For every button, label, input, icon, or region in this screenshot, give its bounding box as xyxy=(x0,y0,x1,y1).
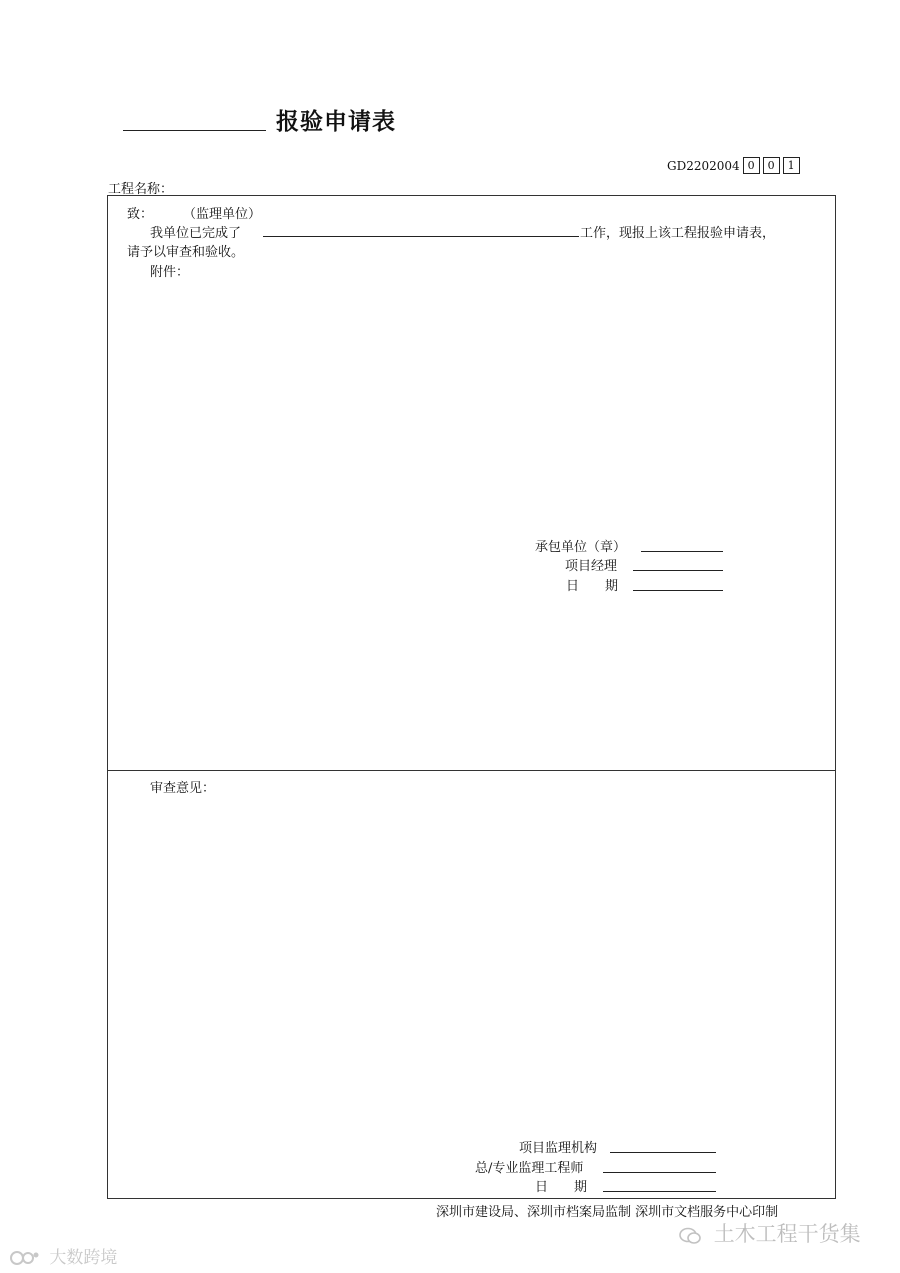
body-line1-end: 工作，现报上该工程报验申请表， xyxy=(580,226,776,241)
work-blank-line xyxy=(263,222,579,237)
date-blank-line-2 xyxy=(603,1176,716,1192)
contractor-label: 承包单位（章） xyxy=(535,540,627,555)
contractor-blank-line xyxy=(641,536,723,552)
org-blank-line xyxy=(610,1137,716,1153)
form-code-box-1: 0 xyxy=(743,157,760,174)
attachments-label: 附件： xyxy=(150,265,190,280)
date-blank-line-1 xyxy=(633,575,723,591)
engineer-label: 总/专业监理工程师 xyxy=(475,1161,584,1176)
form-code-prefix: GD2202004 xyxy=(667,158,740,173)
body-line1-start: 我单位已完成了 xyxy=(150,226,242,241)
project-name-label: 工程名称： xyxy=(108,182,174,197)
form-title: 报验申请表 xyxy=(276,109,396,135)
title-blank-line xyxy=(123,130,266,131)
body-line2: 请予以审查和验收。 xyxy=(127,245,245,260)
form-code-box-2: 0 xyxy=(763,157,780,174)
footer-text: 深圳市建设局、深圳市档案局监制 深圳市文档服务中心印制 xyxy=(436,1205,779,1220)
engineer-blank-line xyxy=(603,1157,716,1173)
watermark-left-text: 大数跨境 xyxy=(49,1248,118,1268)
form-code-box-3: 1 xyxy=(783,157,800,174)
brand-logo-icon xyxy=(10,1250,40,1266)
to-label: 致： xyxy=(127,207,154,222)
wechat-icon xyxy=(679,1226,701,1244)
watermark-right xyxy=(679,1218,861,1248)
org-label: 项目监理机构 xyxy=(519,1141,598,1156)
watermark-right-text: 土木工程干货集 xyxy=(713,1222,861,1246)
application-section xyxy=(107,195,836,771)
supervisor-unit-label: （监理单位） xyxy=(183,207,262,222)
date-label-1: 日 期 xyxy=(566,579,619,594)
manager-blank-line xyxy=(633,555,723,571)
manager-label: 项目经理 xyxy=(565,559,618,574)
watermark-left xyxy=(10,1243,117,1268)
form-code xyxy=(667,157,800,174)
review-label: 审查意见： xyxy=(150,781,216,796)
date-label-2: 日 期 xyxy=(535,1180,588,1195)
review-section xyxy=(107,770,836,1199)
